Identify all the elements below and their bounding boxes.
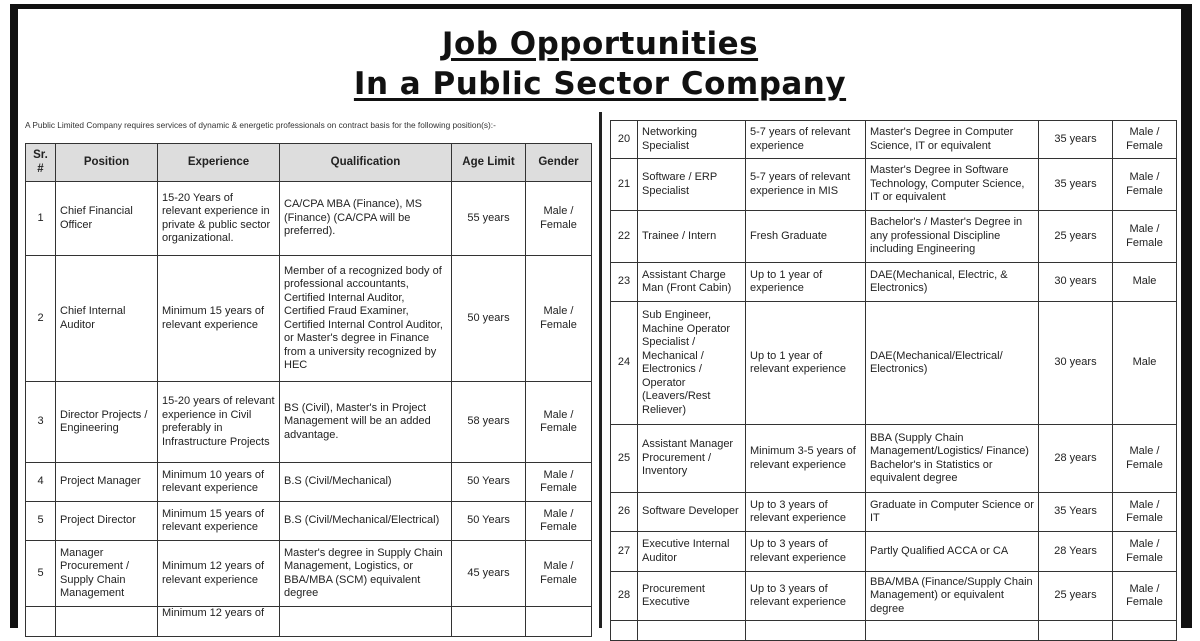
cell-gender — [1113, 621, 1177, 641]
cell-experience: Up to 1 year of experience — [746, 263, 866, 302]
cell-experience: Minimum 15 years of relevant experience — [158, 256, 280, 382]
jobs-table-right — [610, 120, 1177, 641]
cell-age: 25 years — [1039, 211, 1113, 263]
cell-position: Assistant Charge Man (Front Cabin) — [638, 263, 746, 302]
cell-sr: 5 — [26, 541, 56, 607]
header-experience: Experience — [158, 144, 280, 182]
table-row — [611, 159, 1177, 211]
cell-position: Trainee / Intern — [638, 211, 746, 263]
cell-gender: Male / Female — [526, 502, 592, 541]
table-row — [611, 493, 1177, 532]
cell-sr — [26, 607, 56, 637]
cell-age: 50 years — [452, 256, 526, 382]
cell-experience: Up to 3 years of relevant experience — [746, 572, 866, 621]
cell-experience: Up to 3 years of relevant experience — [746, 493, 866, 532]
table-row — [611, 621, 1177, 641]
cell-age: 58 years — [452, 382, 526, 463]
table-row — [26, 463, 592, 502]
cell-age — [452, 607, 526, 637]
cell-position: Sub Engineer, Machine Operator Specialist / Mechanical / Electronics / Operator (Leavers/Rest Reliever) — [638, 302, 746, 425]
cell-experience: Minimum 12 years of relevant experience — [158, 541, 280, 607]
cell-sr: 28 — [611, 572, 638, 621]
cell-qualification: CA/CPA MBA (Finance), MS (Finance) (CA/CPA will be preferred). — [280, 182, 452, 256]
column-divider — [599, 112, 602, 628]
cell-gender: Male / Female — [1113, 121, 1177, 159]
cell-qualification: BBA/MBA (Finance/Supply Chain Management) or equivalent degree — [866, 572, 1039, 621]
cell-sr: 3 — [26, 382, 56, 463]
cell-qualification — [280, 607, 452, 637]
cell-sr: 22 — [611, 211, 638, 263]
cell-age: 45 years — [452, 541, 526, 607]
cell-qualification: Graduate in Computer Science or IT — [866, 493, 1039, 532]
cell-qualification: Master's Degree in Computer Science, IT or equivalent — [866, 121, 1039, 159]
cell-qualification: Bachelor's / Master's Degree in any professional Discipline including Engineering — [866, 211, 1039, 263]
cell-position: Executive Internal Auditor — [638, 532, 746, 572]
cell-experience: Up to 3 years of relevant experience — [746, 532, 866, 572]
cell-age: 28 years — [1039, 425, 1113, 493]
table-header-row — [26, 144, 592, 182]
cell-gender: Male / Female — [1113, 493, 1177, 532]
cell-qualification — [866, 621, 1039, 641]
cell-sr: 24 — [611, 302, 638, 425]
cell-gender: Male / Female — [1113, 532, 1177, 572]
cell-gender: Male / Female — [1113, 159, 1177, 211]
cell-age: 35 years — [1039, 159, 1113, 211]
cell-qualification: B.S (Civil/Mechanical/Electrical) — [280, 502, 452, 541]
header-gender: Gender — [526, 144, 592, 182]
table-row — [611, 121, 1177, 159]
cell-experience: 5-7 years of relevant experience — [746, 121, 866, 159]
cell-age: 50 Years — [452, 463, 526, 502]
cell-gender: Male / Female — [1113, 211, 1177, 263]
table-row — [26, 607, 592, 637]
cell-age: 50 Years — [452, 502, 526, 541]
cell-experience: Fresh Graduate — [746, 211, 866, 263]
cell-position: Networking Specialist — [638, 121, 746, 159]
cell-position — [56, 607, 158, 637]
header-sr: Sr. # — [26, 144, 56, 182]
cell-sr: 25 — [611, 425, 638, 493]
cell-sr — [611, 621, 638, 641]
cell-age: 25 years — [1039, 572, 1113, 621]
table-row — [26, 502, 592, 541]
table-row — [611, 211, 1177, 263]
cell-position: Director Projects / Engineering — [56, 382, 158, 463]
cell-gender: Male — [1113, 263, 1177, 302]
cell-sr: 4 — [26, 463, 56, 502]
cell-sr: 26 — [611, 493, 638, 532]
cell-position: Chief Financial Officer — [56, 182, 158, 256]
table-row — [26, 541, 592, 607]
cell-sr: 5 — [26, 502, 56, 541]
cell-gender: Male / Female — [526, 541, 592, 607]
header-position: Position — [56, 144, 158, 182]
intro-text: A Public Limited Company requires services of dynamic & energetic professionals on contract basis for the following position(s):- — [25, 120, 496, 130]
cell-position: Project Manager — [56, 463, 158, 502]
cell-qualification: Master's Degree in Software Technology, Computer Science, IT or equivalent — [866, 159, 1039, 211]
table-row — [26, 182, 592, 256]
table-row — [611, 425, 1177, 493]
header-age-limit: Age Limit — [452, 144, 526, 182]
cell-experience: Up to 1 year of relevant experience — [746, 302, 866, 425]
cell-experience: 15-20 years of relevant experience in Civil preferably in Infrastructure Projects — [158, 382, 280, 463]
table-row — [611, 263, 1177, 302]
cell-experience — [746, 621, 866, 641]
table-row — [26, 382, 592, 463]
cell-qualification: DAE(Mechanical/Electrical/ Electronics) — [866, 302, 1039, 425]
cell-gender: Male / Female — [526, 182, 592, 256]
cell-experience: Minimum 12 years of — [158, 607, 280, 637]
cell-age: 35 years — [1039, 121, 1113, 159]
cell-position: Manager Procurement / Supply Chain Management — [56, 541, 158, 607]
cell-gender: Male / Female — [526, 463, 592, 502]
table-row — [611, 302, 1177, 425]
cell-qualification: Master's degree in Supply Chain Management, Logistics, or BBA/MBA (SCM) equivalent degree — [280, 541, 452, 607]
cell-qualification: B.S (Civil/Mechanical) — [280, 463, 452, 502]
cell-gender: Male / Female — [1113, 572, 1177, 621]
cell-gender: Male / Female — [526, 382, 592, 463]
cell-experience: 15-20 Years of relevant experience in private & public sector organizational. — [158, 182, 280, 256]
cell-qualification: Member of a recognized body of professional accountants, Certified Internal Auditor, Certified Fraud Examiner, Certified Internal Control Auditor, or Master's degree in Finance from a university recognized by HEC — [280, 256, 452, 382]
cell-gender: Male — [1113, 302, 1177, 425]
table-row — [611, 532, 1177, 572]
cell-gender: Male / Female — [1113, 425, 1177, 493]
cell-position: Software Developer — [638, 493, 746, 532]
cell-age: 28 Years — [1039, 532, 1113, 572]
table-row — [26, 256, 592, 382]
cell-position: Procurement Executive — [638, 572, 746, 621]
cell-sr: 21 — [611, 159, 638, 211]
cell-position: Assistant Manager Procurement / Inventory — [638, 425, 746, 493]
table-row — [611, 572, 1177, 621]
cell-gender: Male / Female — [526, 256, 592, 382]
cell-sr: 1 — [26, 182, 56, 256]
cell-qualification: BS (Civil), Master's in Project Management will be an added advantage. — [280, 382, 452, 463]
cell-position: Project Director — [56, 502, 158, 541]
cell-sr: 2 — [26, 256, 56, 382]
cell-experience: 5-7 years of relevant experience in MIS — [746, 159, 866, 211]
cell-age: 55 years — [452, 182, 526, 256]
cell-age — [1039, 621, 1113, 641]
cell-experience: Minimum 15 years of relevant experience — [158, 502, 280, 541]
cell-position — [638, 621, 746, 641]
headline-line-2: In a Public Sector Company — [353, 66, 847, 102]
cell-experience: Minimum 10 years of relevant experience — [158, 463, 280, 502]
header-qualification: Qualification — [280, 144, 452, 182]
cell-sr: 23 — [611, 263, 638, 302]
cell-experience: Minimum 3-5 years of relevant experience — [746, 425, 866, 493]
cell-sr: 27 — [611, 532, 638, 572]
cell-qualification: Partly Qualified ACCA or CA — [866, 532, 1039, 572]
cell-age: 35 Years — [1039, 493, 1113, 532]
cell-qualification: DAE(Mechanical, Electric, & Electronics) — [866, 263, 1039, 302]
cell-age: 30 years — [1039, 302, 1113, 425]
cell-age: 30 years — [1039, 263, 1113, 302]
cell-gender — [526, 607, 592, 637]
cell-position: Software / ERP Specialist — [638, 159, 746, 211]
cell-position: Chief Internal Auditor — [56, 256, 158, 382]
frame-border-top — [10, 4, 1192, 9]
jobs-table-left — [25, 143, 592, 637]
headline-line-1: Job Opportunities — [441, 26, 759, 62]
cell-qualification: BBA (Supply Chain Management/Logistics/ Finance) Bachelor's in Statistics or equivalent degree — [866, 425, 1039, 493]
cell-sr: 20 — [611, 121, 638, 159]
